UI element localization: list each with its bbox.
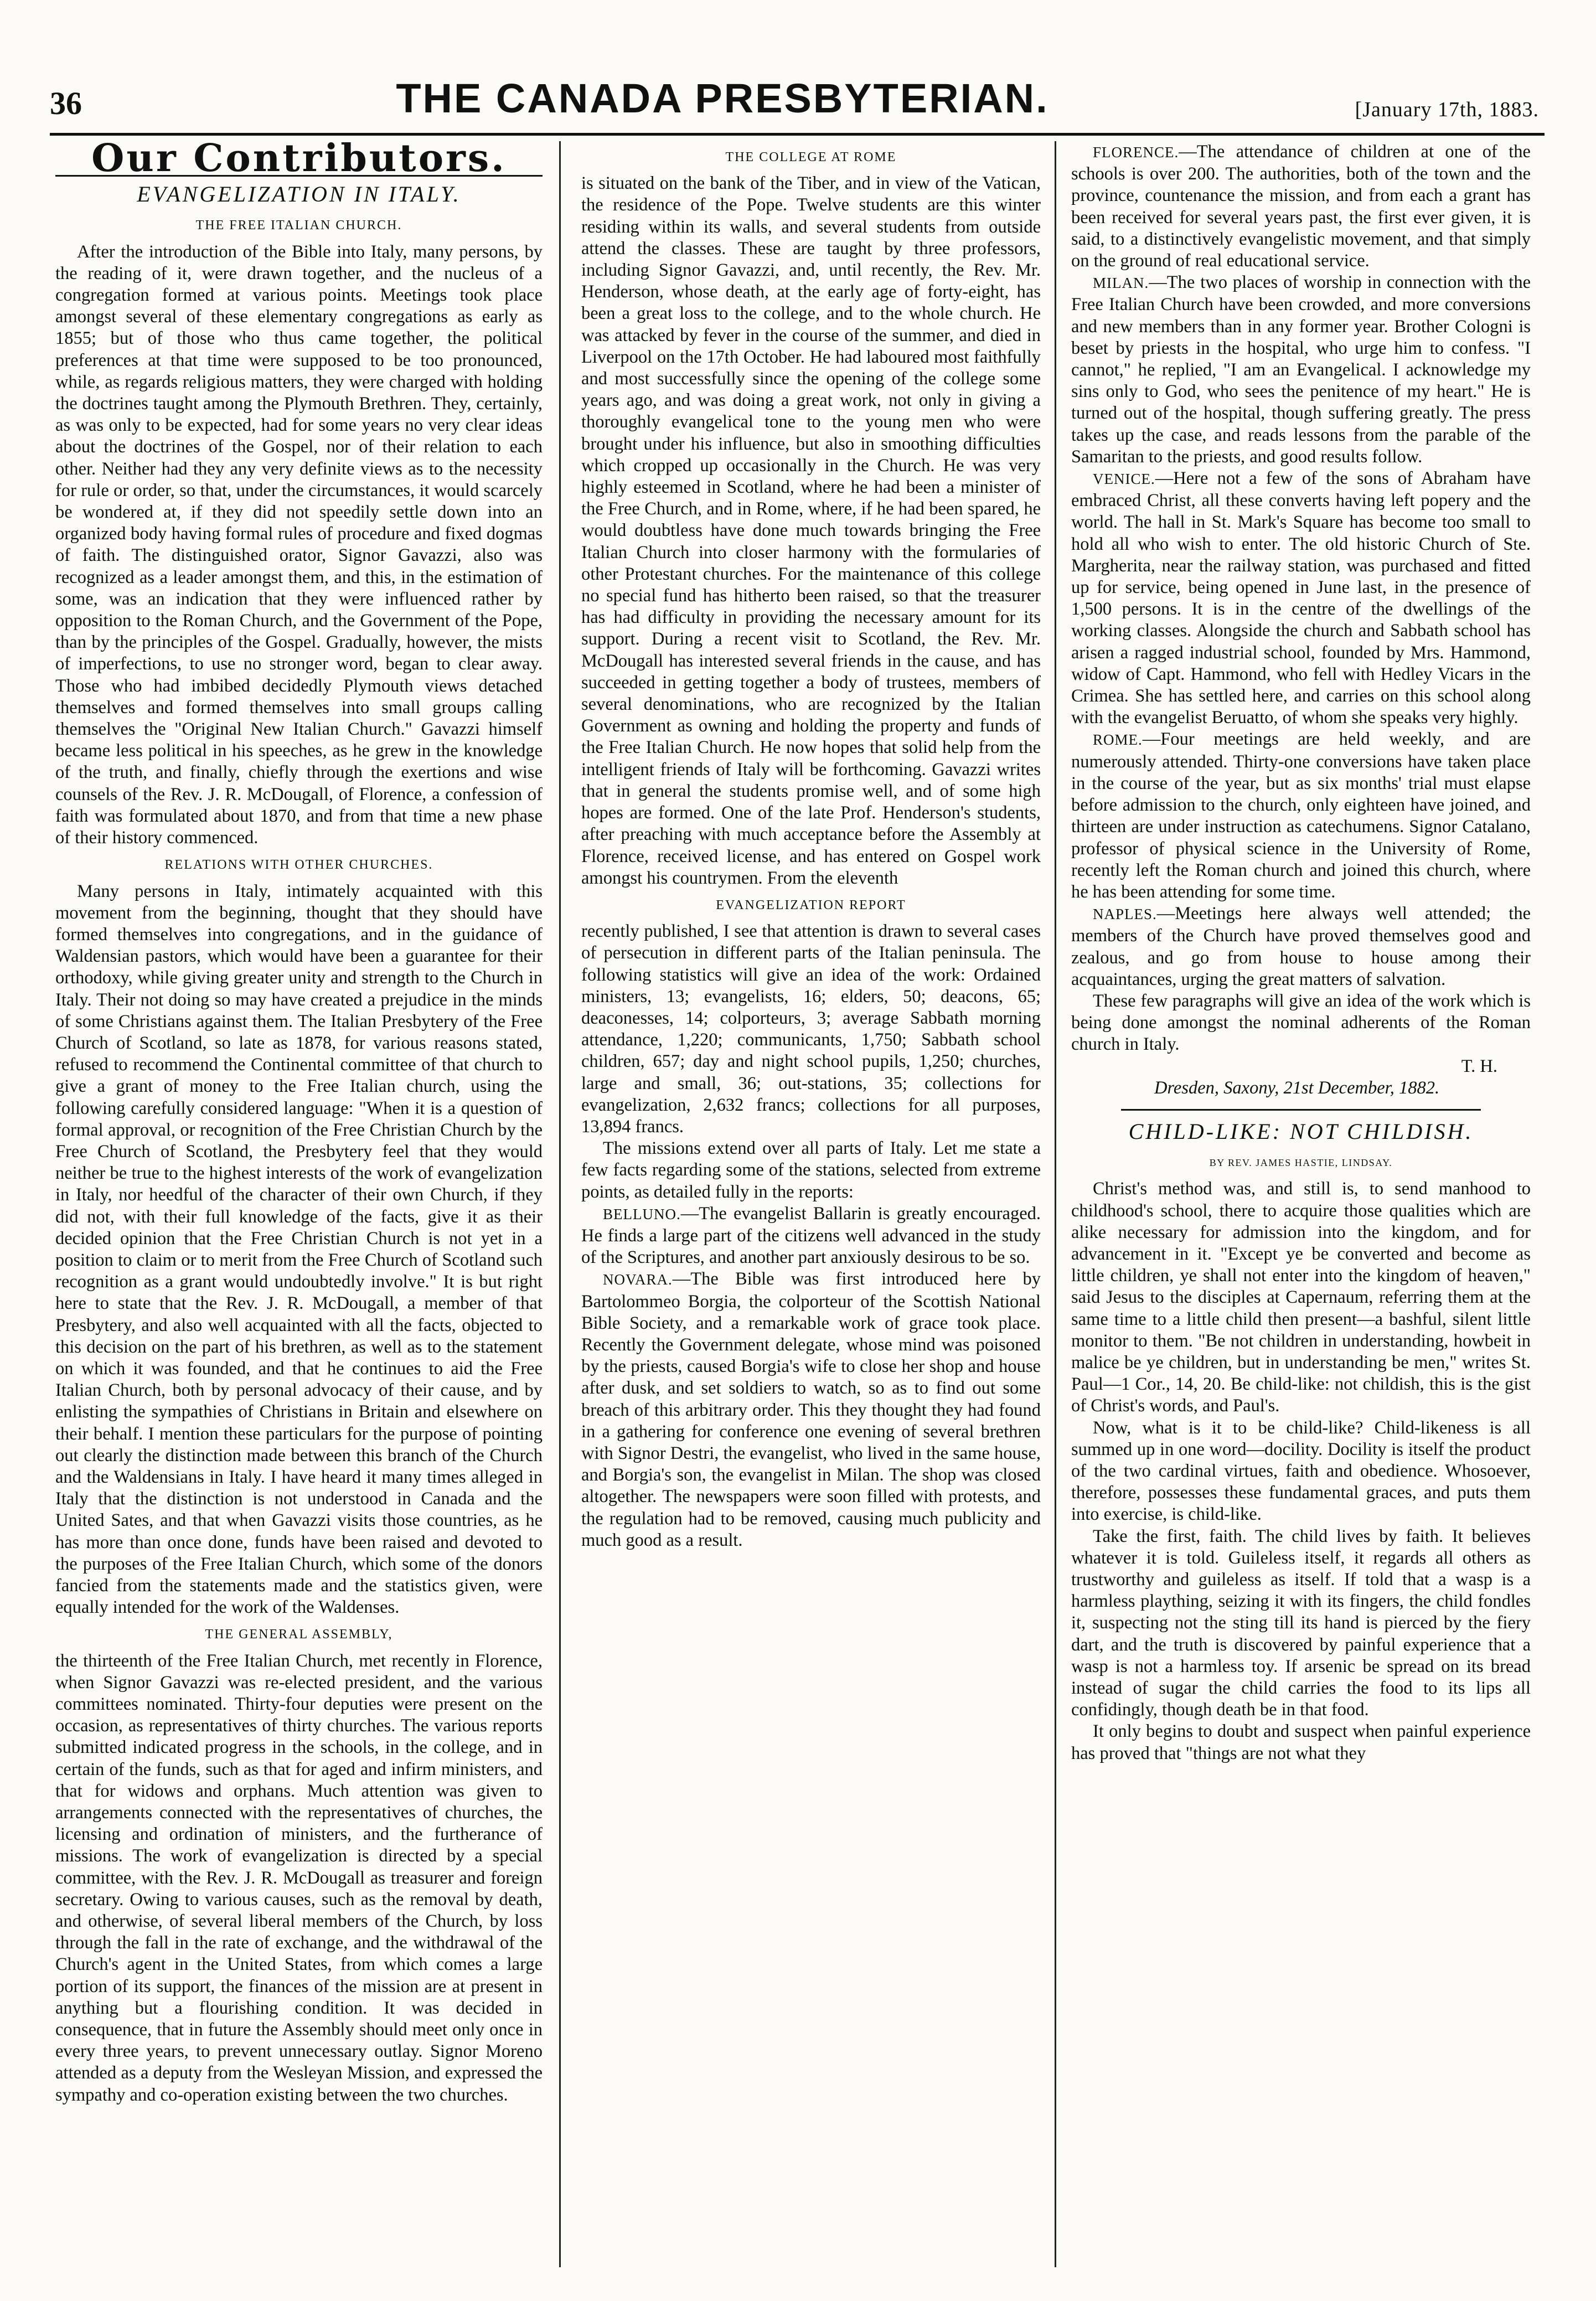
station-text: —Here not a few of the sons of Abraham have embraced Christ, all these converts having left popery and the world. The hall in St. Mark's Square has become too small to hold all who wish to enter. The old historic Church of Ste. Margherita, near the railway station, was purchased and fitted up for service, being opened in June last, in the presence of 1,500 persons. It is in the centre of the dwellings of the working classes. Alongside the church and Sabbath school has arisen a ragged industrial school, founded by Mrs. Hammond, widow of Capt. Hammond, who fell with Hedley Vicars in the Crimea. She has settled here, and carries on this school along with the evangelist Beruatto, of whom she speaks very highly. [1071, 468, 1531, 728]
subheading: THE FREE ITALIAN CHURCH. [195, 218, 402, 233]
paragraph: These few paragraphs will give an idea of the work which is being done amongst the nominal adherents of the Roman church in Italy. [1071, 990, 1531, 1055]
article-divider [1121, 1109, 1481, 1111]
subheading: THE COLLEGE AT ROME [725, 150, 897, 164]
issue-date: [January 17th, 1883. [1355, 98, 1539, 121]
section-heading: Our Contributors. [91, 141, 507, 180]
station-text: —The evangelist Ballarin is greatly encouraged. He finds a large part of the citizens well advanced in the study of the Scriptures, and another part anxiously desirous to be so. [581, 1203, 1041, 1268]
column-1 [55, 141, 543, 2278]
station-paragraph [1071, 141, 1531, 272]
station-paragraph [581, 1203, 1041, 1269]
station-paragraph [1071, 729, 1531, 903]
paragraph: The missions extend over all parts of Italy. Let me state a few facts regarding some of the stations, selected from extreme points, as detailed fully in the reports: [581, 1138, 1041, 1202]
paragraph: recently published, I see that attention is drawn to several cases of persecution in different parts of the Italian peninsula. The following statistics will give an idea of the work: Ordained ministers, 13; evangelists, 16; elders, 50; deacons, 65; deaconesses, 14; colporteurs, 3; average Sabbath morning attendance, 1,220; communicants, 1,750; Sabbath school children, 657; day and night school pupils, 1,250; churches, large and small, 36; out-stations, 35; collections for evangelization, 2,632 francs; collections for all purposes, 13,894 francs. [581, 921, 1041, 1137]
station-paragraph [1071, 903, 1531, 990]
station-paragraph [581, 1268, 1041, 1551]
signoff [1071, 1056, 1531, 1077]
station-name: VENICE. [1093, 471, 1155, 488]
header-rule [50, 133, 1545, 136]
paragraph: the thirteenth of the Free Italian Church, met recently in Florence, when Signor Gavazzi was re-elected president, and the various committees nominated. Thirty-four deputies were present on the occasion, as representatives of thirty churches. The various reports submitted indicated progress in the schools, in the college, and in certain of the funds, such as that for aged and infirm ministers, and that for widows and orphans. Much attention was given to arrangements connected with the representatives of churches, the licensing and ordination of ministers, and the furtherance of missions. The work of evangelization is directed by a special committee, with the Rev. J. R. McDougall as treasurer and foreign secretary. Owing to various causes, such as the removal by death, and otherwise, of several liberal members of the Church, by loss through the fall in the rate of exchange, and the withdrawal of the Church's agent in the United States, from which comes a large portion of its support, the finances of the mission are at present in anything but a flourishing condition. It was decided in consequence, that in future the Assembly should meet only once in every three years, to prevent unnecessary outlay. Signor Moreno attended as a deputy from the Wesleyan Mission, and expressed the sympathy and co-operation existing between the two churches. [55, 1650, 543, 2105]
paragraph: After the introduction of the Bible into Italy, many persons, by the reading of it, were drawn together, and the nucleus of a congregation formed at various points. Meetings took place amongst several of these elementary congregations as early as 1855; but of those who thus came together, the political preferences at that time were supposed to be too pronounced, while, as regards religious matters, they were charged with holding the doctrines taught among the Plymouth Brethren. They, certainly, as was only to be expected, had for some years no very clear ideas about the doctrines of the Gospel, nor of their relation to each other. Neither had they any very definite views as to the necessity for rule or order, so that, under the circumstances, it would scarcely be wondered at, if they did not speedily settle down into an organized body having formal rules of procedure and fixed dogmas of faith. The distinguished orator, Signor Gavazzi, also was recognized as a leader amongst them, and this, in the estimation of some, was an indication that they were influenced rather by opposition to the Roman Church, and the Government of the Pope, than by the principles of the Gospel. Gradually, however, the mists of imperfections, to use no stronger word, began to clear away. Those who had imbibed decidedly Plymouth views detached themselves and formed themselves into small groups calling themselves the "Original New Italian Church." Gavazzi himself became less political in his speeches, as he grew in the knowledge of the truth, and finally, chiefly through the exertions and wise counsels of the Rev. J. R. McDougall, of Florence, a confession of faith was formulated about 1870, and from that time a new phase of their history commenced. [55, 241, 543, 848]
station-text: —The attendance of children at one of the schools is over 200. The authorities, both of the town and the province, countenance the mission, and from each a grant has been received for several years past, the first ever given, it is said, to a distinctively evangelistic movement, and that simply on the ground of real educational service. [1071, 142, 1531, 271]
station-text: —The Bible was first introduced here by Bartolommeo Borgia, the colporteur of the Scottish National Bible Society, and a remarkable work of grace took place. Recently the Government delegate, whose mind was poisoned by the priests, caused Borgia's wife to close her shop and house after dusk, and set soldiers to watch, so as to find out some breach of this arbitrary order. This they thought they had found in a gathering for conference one evening of several brethren with Signor Destri, the evangelist, who lived in the same house, and Borgia's son, the evangelist in Milan. The shop was closed altogether. The newspapers were soon filled with protests, and the regulation had to be removed, causing much publicity and much good as a result. [581, 1269, 1041, 1550]
byline: BY REV. JAMES HASTIE, LINDSAY. [1209, 1157, 1393, 1169]
column-divider [559, 141, 561, 2267]
page-header [50, 72, 1539, 122]
station-paragraph [1071, 272, 1531, 468]
station-name: FLORENCE. [1093, 144, 1179, 161]
paragraph: Take the first, faith. The child lives by faith. It believes whatever it is told. Guileless itself, it regards all others as trustworthy and guileless as itself. If told that a wasp is a harmless plaything, seizing it with its fingers, the child fondles it, suspecting not the sting till its hand is pierced by the fiery dart, and the truth is discovered by painful experience that a wasp is not a harmless toy. If arsenic be spread on its bread instead of sugar the child carries the food to its lips all confidingly, though death be in that food. [1071, 1526, 1531, 1720]
page-number: 36 [50, 85, 82, 121]
subheading: EVANGELIZATION REPORT [716, 897, 906, 912]
station-paragraph [1071, 468, 1531, 729]
subheading: THE GENERAL ASSEMBLY, [205, 1627, 393, 1642]
column-divider [1055, 141, 1056, 2267]
author-signature: T. H. [1461, 1056, 1497, 1076]
station-text: —Four meetings are held weekly, and are numerously attended. Thirty-one conversions have taken place in the course of the year, but as six months' trial must elapse before admission to the church, only eighteen have joined, and thirteen are under instruction as catechumens. Signor Catalano, professor of physical science in the University of Rome, recently left the Roman church and joined this church, where he has been attending for some time. [1071, 729, 1531, 902]
station-name: NAPLES. [1093, 906, 1157, 923]
column-3 [1071, 141, 1531, 2278]
dateline: Dresden, Saxony, 21st December, 1882. [1154, 1077, 1440, 1098]
paragraph: Many persons in Italy, intimately acquainted with this movement from the beginning, thought that they should have formed themselves into congregations, and in the guidance of Waldensian pastors, which would have been a guarantee for their orthodoxy, while giving greater unity and strength to the Church in Italy. Their not doing so may have created a prejudice in the minds of some Christians against them. The Italian Presbytery of the Free Church of Scotland, so late as 1878, for various reasons stated, refused to recommend the Continental committee of that church to give a grant of money to the Free Italian church, using the following carefully considered language: "When it is a question of formal approval, or recognition of the Free Christian Church by the Free Church of Scotland, the Presbytery feel that they would neither be true to the highest interests of the work of evangelization in Italy, nor heedful of the character of their own Church, if they did not, with their full knowledge of the facts, give it as their decided opinion that the Free Christian Church is not yet in a position to claim or to merit from the Free Church of Scotland such recognition as a grant would undoubtedly involve." It is but right here to state that the Rev. J. R. McDougall, a member of that Presbytery, and also well acquainted with all the facts, objected to this decision on the part of his brethren, as well as to the statement on which it was founded, and that he continues to aid the Free Italian Church, both by personal advocacy of their cause, and by enlisting the sympathies of Christians in Britain and elsewhere on their behalf. I mention these particulars for the purpose of pointing out clearly the distinction made between this branch of the Church and the Waldensians in Italy. I have heard it many times alleged in Italy that the distinction is not understood in Canada and the United Sates, and that when Gavazzi visits those countries, as he has more than once done, funds have been raised and devoted to the purposes of the Free Italian Church, which some of the donors fancied from the statements made and the statistics given, were equally intended for the work of the Waldenses. [55, 881, 543, 1618]
newspaper-title: THE CANADA PRESBYTERIAN. [396, 75, 1049, 121]
article-title: EVANGELIZATION IN ITALY. [137, 182, 461, 207]
paragraph: is situated on the bank of the Tiber, and in view of the Vatican, the residence of the Pope. Twelve students are this winter residing within its walls, and several students from outside attend the classes. These are taught by three professors, including Signor Gavazzi, and, until recently, the Rev. Mr. Henderson, whose death, at the early age of forty-eight, has been a great loss to the college, and to the whole church. He was attacked by fever in the course of the summer, and died in Liverpool on the 17th October. He had laboured most faithfully and most successfully since the opening of the college some years ago, and was doing a great work, not only in giving a thoroughly evangelical tone to the young men who were brought under his influence, but also in smoothing difficulties which cropped up occasionally in the Church. He was very highly esteemed in Scotland, where he had been a minister of the Free Church, and in Rome, where, if he had been spared, he would doubtless have done much towards bringing the Free Italian Church into closer harmony with the formularies of other Protestant churches. For the maintenance of this college no special fund has hitherto been raised, so that the treasurer has had difficulty in providing the necessary amount for its support. During a recent visit to Scotland, the Rev. Mr. McDougall has interested several friends in the cause, and has succeeded in getting together a body of trustees, members of several denominations, who are recognized by the Italian Government as owning and holding the property and funds of the Free Italian Church. He now hopes that solid help from the intelligent friends of Italy will be forthcoming. Gavazzi writes that in general the students promise well, and of some high hopes are formed. One of the late Prof. Henderson's students, after preaching with much acceptance before the Assembly at Florence, received license, and has entered on Gospel work amongst his countrymen. From the eleventh [581, 173, 1041, 888]
station-text: —The two places of worship in connection with the Free Italian Church have been crowded, and more conversions and new members than in any former year. Brother Cologni is beset by priests in the hospital, who urge him to confess. "I cannot," he replied, "I am an Evangelical. I acknowledge my sins only to God, who sees the penitence of my heart." He is turned out of the hospital, though suffering greatly. The press takes up the case, and reads lessons from the parable of the Samaritan to the priests, and good results follow. [1071, 272, 1531, 467]
paragraph: Christ's method was, and still is, to send manhood to childhood's school, there to acquire those qualities which are alike necessary for admission into the kingdom, and for advancement in it. "Except ye be converted and become as little children, ye shall not enter into the kingdom of heaven," said Jesus to the disciples at Capernaum, referring them at the same time to a little child then present—a bashful, silent little monitor to them. "Be not children in understanding, howbeit in malice be ye children, but in understanding be men," writes St. Paul—1 Cor., 14, 20. Be child-like: not childish, this is the gist of Christ's words, and Paul's. [1071, 1179, 1531, 1416]
article-title: CHILD-LIKE: NOT CHILDISH. [1128, 1118, 1474, 1144]
column-2 [581, 141, 1041, 2278]
paragraph: It only begins to doubt and suspect when painful experience has proved that "things are not what they [1071, 1721, 1531, 1763]
station-name: ROME. [1093, 731, 1143, 749]
station-text: —Meetings here always well attended; the members of the Church have proved themselves good and zealous, and go from house to house among their acquaintances, urging the great matters of salvation. [1071, 904, 1531, 989]
station-name: NOVARA. [603, 1271, 673, 1288]
station-name: MILAN. [1093, 275, 1149, 292]
station-name: BELLUNO. [603, 1205, 681, 1222]
paragraph: Now, what is it to be child-like? Child-likeness is all summed up in one word—docility. Docility is itself the product of the two cardinal virtues, faith and obedience. Whosoever, therefore, possesses these fundamental graces, and puts them into exercise, is child-like. [1071, 1417, 1531, 1525]
subheading: RELATIONS WITH OTHER CHURCHES. [164, 858, 433, 873]
